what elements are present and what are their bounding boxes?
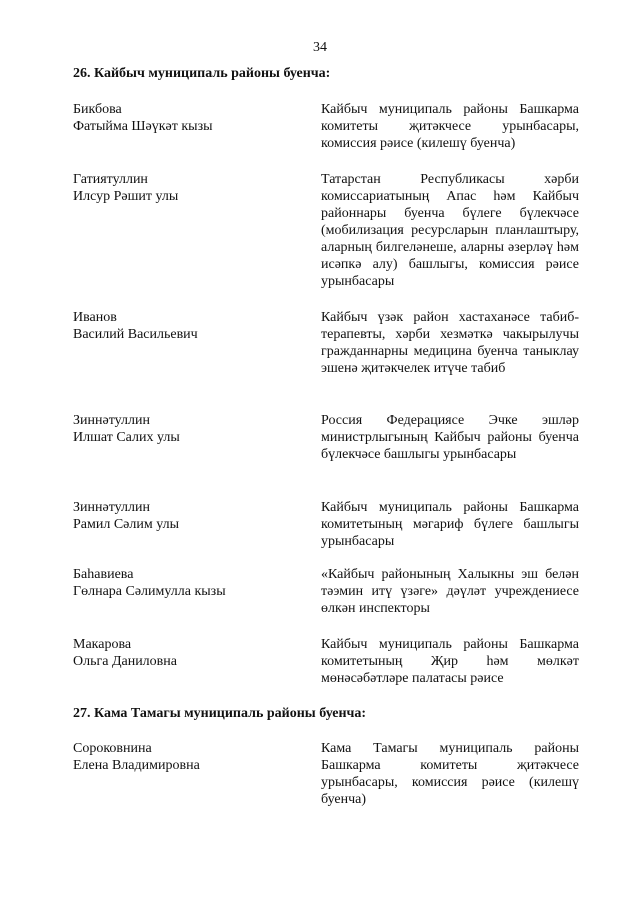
person-given-name: Илсур Рәшит улы [73,189,179,204]
person-name [73,636,303,670]
person-role: Кама Тамагы муниципаль районы Башкарма комитеты җитәкчесе урынбасары, комиссия рәисе (килешү буенча) [321,741,579,807]
person-name [73,101,303,135]
person-surname: Бикбова [73,102,122,117]
section-27-heading: 27. Кама Тамагы муниципаль районы буенча: [73,706,367,721]
person-given-name: Рамил Сәлим улы [73,517,180,532]
person-given-name: Илшат Салих улы [73,430,180,445]
person-given-name: Елена Владимировна [73,758,200,773]
person-role: Кайбыч муниципаль районы Башкарма комитеты җитәкчесе урынбасары, комиссия рәисе (килешү буенча) [321,102,579,151]
person-role: Кайбыч үзәк район хастаханәсе табиб-терапевты, хәрби хезмәткә чакырылучы гражданнарны медицина буенча таныклау эшенә җитәкчелек итүче табиб [321,310,579,376]
person-name [73,412,303,446]
person-surname: Зиннәтуллин [73,500,150,515]
page-number: 34 [313,40,327,55]
person-name [73,171,303,205]
person-role: «Кайбыч районының Халыкны эш белән тәэмин итү үзәге» дәүләт учреждениесе өлкән инспекторы [321,567,579,616]
person-name [73,309,303,343]
person-given-name: Фатыйма Шәүкәт кызы [73,119,213,134]
person-given-name: Ольга Даниловна [73,654,177,669]
person-name [73,566,303,600]
person-surname: Зиннәтуллин [73,413,150,428]
person-surname: Баһавиева [73,567,134,582]
person-surname: Иванов [73,310,117,325]
person-name [73,740,303,774]
person-surname: Гатиятуллин [73,172,148,187]
section-26-heading: 26. Кайбыч муниципаль районы буенча: [73,66,331,81]
person-given-name: Гөлнара Сәлимулла кызы [73,584,226,599]
person-role: Татарстан Республикасы хәрби комиссариатының Апас һәм Кайбыч районнары буенча бүлеге бүлекчәсе (мобилизация ресурсларын планлаштыру, аларның билгеләнеше, аларны әзерләү һәм исәпкә алу) башлыгы, комиссия рәисе урынбасары [321,172,579,289]
person-surname: Сороковнина [73,741,152,756]
person-role: Кайбыч муниципаль районы Башкарма комитетының Җир һәм мөлкәт мөнәсәбәтләре палатасы рәисе [321,637,579,686]
person-surname: Макарова [73,637,132,652]
person-role: Россия Федерациясе Эчке эшләр министрлыгының Кайбыч районы буенча бүлекчәсе башлыгы урынбасары [321,413,579,462]
person-given-name: Василий Васильевич [73,327,198,342]
person-name [73,499,303,533]
person-role: Кайбыч муниципаль районы Башкарма комитетының мәгариф бүлеге башлыгы урынбасары [321,500,579,549]
